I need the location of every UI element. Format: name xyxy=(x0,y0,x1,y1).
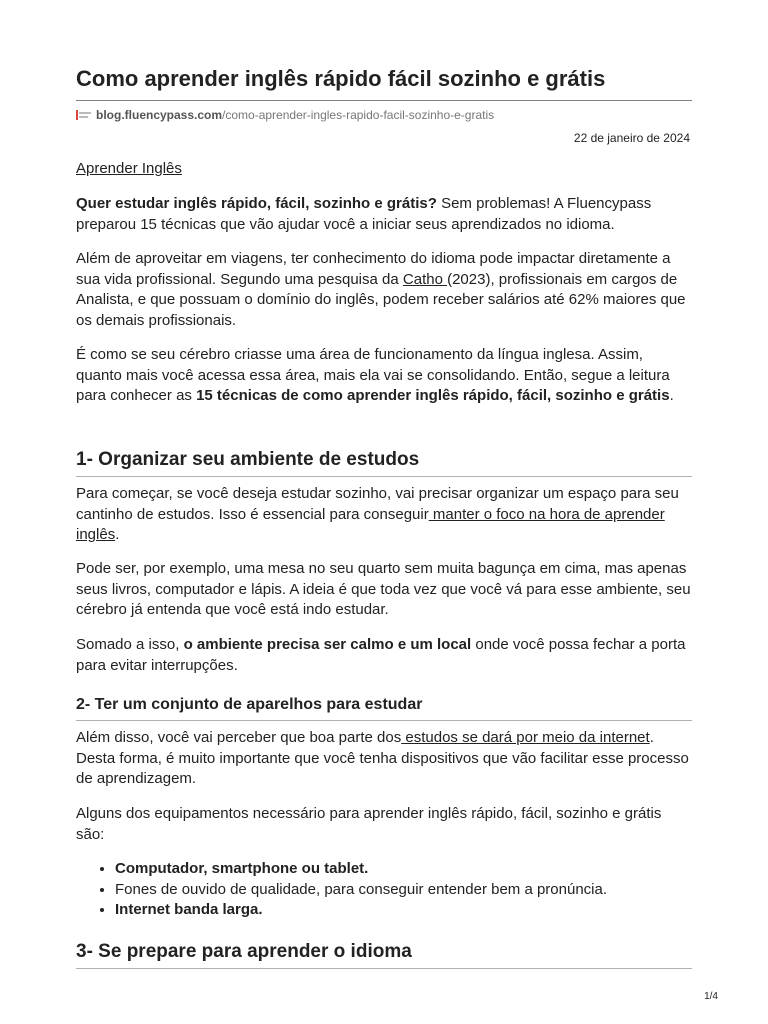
internet-studies-link[interactable]: estudos se dará por meio da internet xyxy=(401,729,650,746)
section-2-divider xyxy=(76,720,692,721)
intro-p2-text-b: (2023), profissionais em cargos de Analista, e que possuam o domínio do inglês, podem receber salários até 62% maiores que os demais profissionais. xyxy=(76,270,686,329)
source-url[interactable] xyxy=(76,107,494,123)
intro-p3-text-b: . xyxy=(669,387,674,404)
section-1-heading: 1- Organizar seu ambiente de estudos xyxy=(76,449,420,470)
intro-lead-bold: Quer estudar inglês rápido, fácil, sozinho e grátis? xyxy=(76,195,437,212)
intro-paragraph-1 xyxy=(76,194,692,235)
s1-p3-text-a: Somado a isso, xyxy=(76,636,184,653)
url-domain: blog.fluencypass.com xyxy=(96,108,223,122)
list-item-text: Internet banda larga. xyxy=(115,901,263,918)
list-item xyxy=(115,880,731,901)
section-2-heading: 2- Ter um conjunto de aparelhos para estudar xyxy=(76,696,423,713)
list-item xyxy=(115,859,731,880)
section-2-paragraph-1 xyxy=(76,728,692,790)
intro-p3-bold: 15 técnicas de como aprender inglês rápido, fácil, sozinho e grátis xyxy=(196,387,670,404)
s1-p1-text-b: . xyxy=(115,526,120,543)
s1-p3-text-b: onde você possa fechar a porta para evitar interrupções. xyxy=(76,636,686,674)
section-2-paragraph-2: Alguns dos equipamentos necessário para aprender inglês rápido, fácil, sozinho e grátis são: xyxy=(76,805,662,843)
s1-p1-text-a: Para começar, se você deseja estudar sozinho, vai precisar organizar um espaço para seu cantinho de estudos. Isso é essencial para conseguir xyxy=(76,485,679,523)
equipment-list xyxy=(76,859,731,921)
s2-p1-text-b: . Desta forma, é muito importante que você tenha dispositivos que vão facilitar esse processo de aprendizagem. xyxy=(76,729,689,787)
title-divider xyxy=(76,100,692,101)
url-path: /como-aprender-ingles-rapido-facil-sozinho-e-gratis xyxy=(222,108,495,122)
section-1-paragraph-3 xyxy=(76,635,692,676)
section-3-heading: 3- Se prepare para aprender o idioma xyxy=(76,941,412,962)
page-title: Como aprender inglês rápido fácil sozinho e grátis xyxy=(76,66,606,91)
intro-p1-text: Sem problemas! A Fluencypass preparou 15 técnicas que vão ajudar você a iniciar seus aprendizados no idioma. xyxy=(76,195,652,233)
s2-p1-text-a: Além disso, você vai perceber que boa parte dos xyxy=(76,729,402,746)
section-3-divider xyxy=(76,968,692,969)
page-number: 1/4 xyxy=(704,991,718,1002)
category-link[interactable]: Aprender Inglês xyxy=(76,160,182,177)
catho-link[interactable]: Catho xyxy=(402,270,448,288)
section-1-paragraph-1 xyxy=(76,484,692,546)
list-item xyxy=(115,900,731,921)
section-1-paragraph-2: Pode ser, por exemplo, uma mesa no seu quarto sem muita bagunça em cima, mas apenas seus livros, computador e lápis. A ideia é que toda vez que você vá para esse ambiente, seu cérebro já entenda que você está indo estudar. xyxy=(76,560,691,618)
intro-p2-text-a: Além de aproveitar em viagens, ter conhecimento do idioma pode impactar diretamente a sua vida profissional. Segundo uma pesquisa da xyxy=(76,250,671,288)
publish-date: 22 de janeiro de 2024 xyxy=(573,131,690,145)
s1-p3-bold: o ambiente precisa ser calmo e um local xyxy=(183,636,472,653)
intro-p3-text-a: É como se seu cérebro criasse uma área de funcionamento da língua inglesa. Assim, quanto mais você acessa essa área, mais ela vai se consolidando. Então, segue a leitura para conhecer as xyxy=(76,346,670,404)
intro-paragraph-2 xyxy=(76,249,692,331)
fluencypass-favicon-icon xyxy=(76,109,92,121)
focus-link[interactable]: manter o foco na hora de aprender inglês xyxy=(76,505,665,543)
list-item-text: Fones de ouvido de qualidade, para conseguir entender bem a pronúncia. xyxy=(115,880,608,898)
section-1-divider xyxy=(76,476,692,477)
list-item-text: Computador, smartphone ou tablet. xyxy=(115,860,369,877)
intro-paragraph-3 xyxy=(76,345,692,407)
